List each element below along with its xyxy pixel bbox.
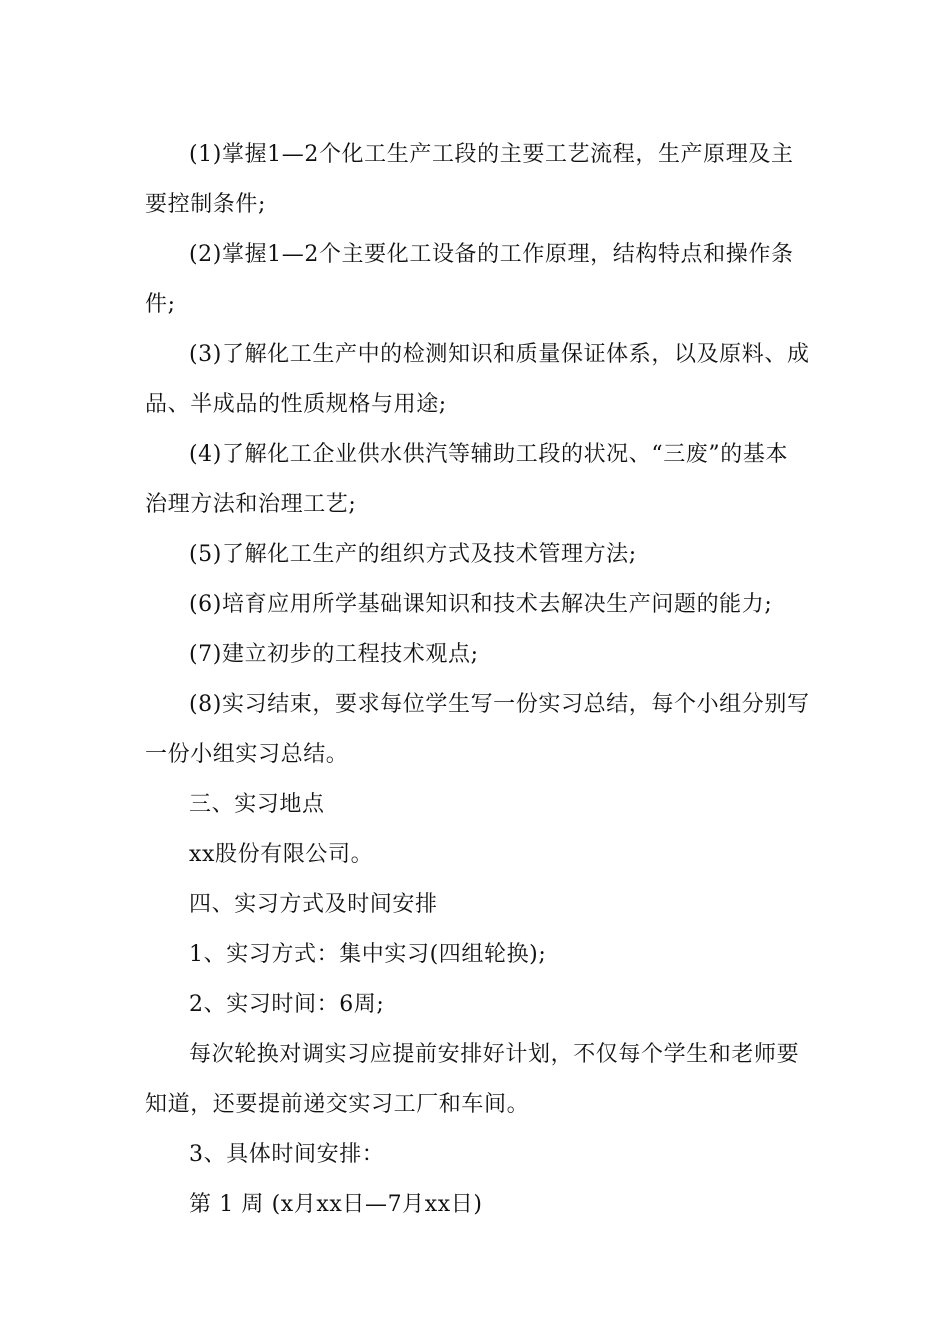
paragraph-goal-1: (1)掌握1—2个化工生产工段的主要工艺流程，生产原理及主要控制条件; <box>145 142 794 217</box>
document-body <box>145 130 810 1230</box>
paragraph-location: xx股份有限公司。 <box>189 842 374 867</box>
paragraph-rotation-note: 每次轮换对调实习应提前安排好计划，不仅每个学生和老师要知道，还要提前递交实习工厂和车间。 <box>145 1042 800 1117</box>
paragraph-week-1: 第 1 周 (x月xx日—7月xx日) <box>189 1192 483 1217</box>
section-heading-method-time: 四、实习方式及时间安排 <box>189 892 438 917</box>
paragraph-schedule-heading: 3、具体时间安排： <box>189 1142 385 1167</box>
paragraph-goal-4: (4)了解化工企业供水供汽等辅助工段的状况、“三废”的基本治理方法和治理工艺; <box>145 442 789 517</box>
paragraph-goal-8: (8)实习结束，要求每位学生写一份实习总结，每个小组分别写一份小组实习总结。 <box>145 692 810 767</box>
paragraph-duration: 2、实习时间：6周; <box>189 992 385 1017</box>
paragraph-goal-6: (6)培育应用所学基础课知识和技术去解决生产问题的能力; <box>189 592 773 617</box>
paragraph-goal-7: (7)建立初步的工程技术观点; <box>189 642 479 667</box>
paragraph-goal-5: (5)了解化工生产的组织方式及技术管理方法; <box>189 542 637 567</box>
paragraph-goal-3: (3)了解化工生产中的检测知识和质量保证体系，以及原料、成品、半成品的性质规格与用途; <box>145 342 810 417</box>
paragraph-goal-2: (2)掌握1—2个主要化工设备的工作原理，结构特点和操作条件; <box>145 242 794 317</box>
paragraph-method: 1、实习方式：集中实习(四组轮换); <box>189 942 547 967</box>
section-heading-location: 三、实习地点 <box>189 792 325 817</box>
